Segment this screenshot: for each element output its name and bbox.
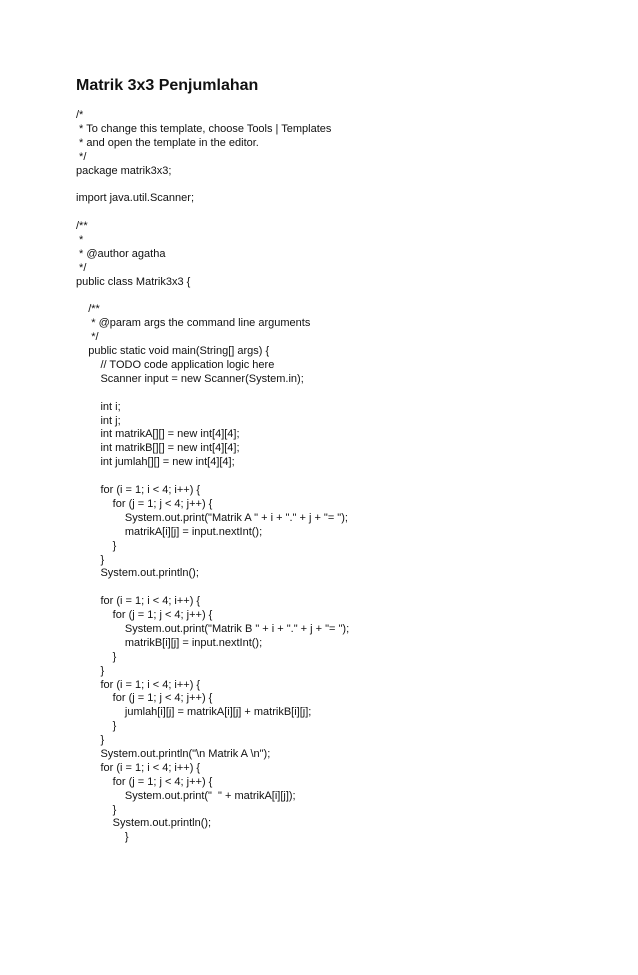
code-line: for (i = 1; i < 4; i++) {	[76, 678, 201, 691]
code-line: */	[76, 150, 87, 163]
code-line: * @param args the command line arguments	[76, 317, 311, 330]
code-line: package matrik3x3;	[76, 164, 172, 177]
code-line: System.out.println("\n Matrik A \n");	[76, 747, 271, 760]
code-line: for (j = 1; j < 4; j++) {	[76, 692, 213, 705]
code-line: for (i = 1; i < 4; i++) {	[76, 595, 201, 608]
code-line: }	[76, 664, 105, 677]
code-line: int matrikB[][] = new int[4][4];	[76, 442, 240, 455]
code-line	[76, 206, 616, 220]
code-line: // TODO code application logic here	[76, 359, 275, 372]
code-line: int i;	[76, 400, 121, 413]
code-block	[76, 109, 616, 845]
code-line: }	[76, 831, 129, 844]
code-line: /**	[76, 220, 88, 233]
code-line: import java.util.Scanner;	[76, 192, 194, 205]
code-line: int j;	[76, 414, 121, 427]
code-line: */	[76, 261, 87, 274]
code-line: }	[76, 734, 105, 747]
code-line: for (j = 1; j < 4; j++) {	[76, 775, 213, 788]
code-line	[76, 290, 616, 304]
code-line: int jumlah[][] = new int[4][4];	[76, 456, 235, 469]
code-line: }	[76, 553, 105, 566]
code-line: System.out.print("Matrik A " + i + "." + j + "= ");	[76, 511, 348, 524]
code-line: * @author agatha	[76, 247, 166, 260]
code-line: int matrikA[][] = new int[4][4];	[76, 428, 240, 441]
code-line: matrikB[i][j] = input.nextInt();	[76, 636, 263, 649]
code-line: }	[76, 539, 117, 552]
code-line: matrikA[i][j] = input.nextInt();	[76, 525, 263, 538]
code-line: /**	[76, 303, 100, 316]
code-line: System.out.print("Matrik B " + i + "." + j + "= ");	[76, 622, 350, 635]
code-line: for (i = 1; i < 4; i++) {	[76, 484, 201, 497]
code-line: * and open the template in the editor.	[76, 136, 259, 149]
code-line	[76, 581, 616, 595]
document-title: Matrik 3x3 Penjumlahan	[76, 77, 259, 94]
code-line: /*	[76, 109, 84, 121]
code-line: for (j = 1; j < 4; j++) {	[76, 609, 213, 622]
code-line: System.out.println();	[76, 817, 212, 830]
code-line: }	[76, 650, 117, 663]
code-line: for (j = 1; j < 4; j++) {	[76, 497, 213, 510]
code-line: public static void main(String[] args) {	[76, 345, 270, 358]
code-line: }	[76, 803, 117, 816]
code-line: Scanner input = new Scanner(System.in);	[76, 372, 304, 385]
code-line: public class Matrik3x3 {	[76, 275, 191, 288]
code-line: System.out.println();	[76, 567, 199, 580]
code-line	[76, 387, 616, 401]
code-line: for (i = 1; i < 4; i++) {	[76, 761, 201, 774]
code-line: */	[76, 331, 99, 344]
code-line	[76, 470, 616, 484]
code-line: jumlah[i][j] = matrikA[i][j] + matrikB[i][j];	[76, 706, 312, 719]
code-line: *	[76, 234, 84, 247]
code-line: }	[76, 720, 117, 733]
code-line: * To change this template, choose Tools | Templates	[76, 122, 332, 135]
code-line	[76, 178, 616, 192]
code-line: System.out.print(" " + matrikA[i][j]);	[76, 789, 296, 802]
